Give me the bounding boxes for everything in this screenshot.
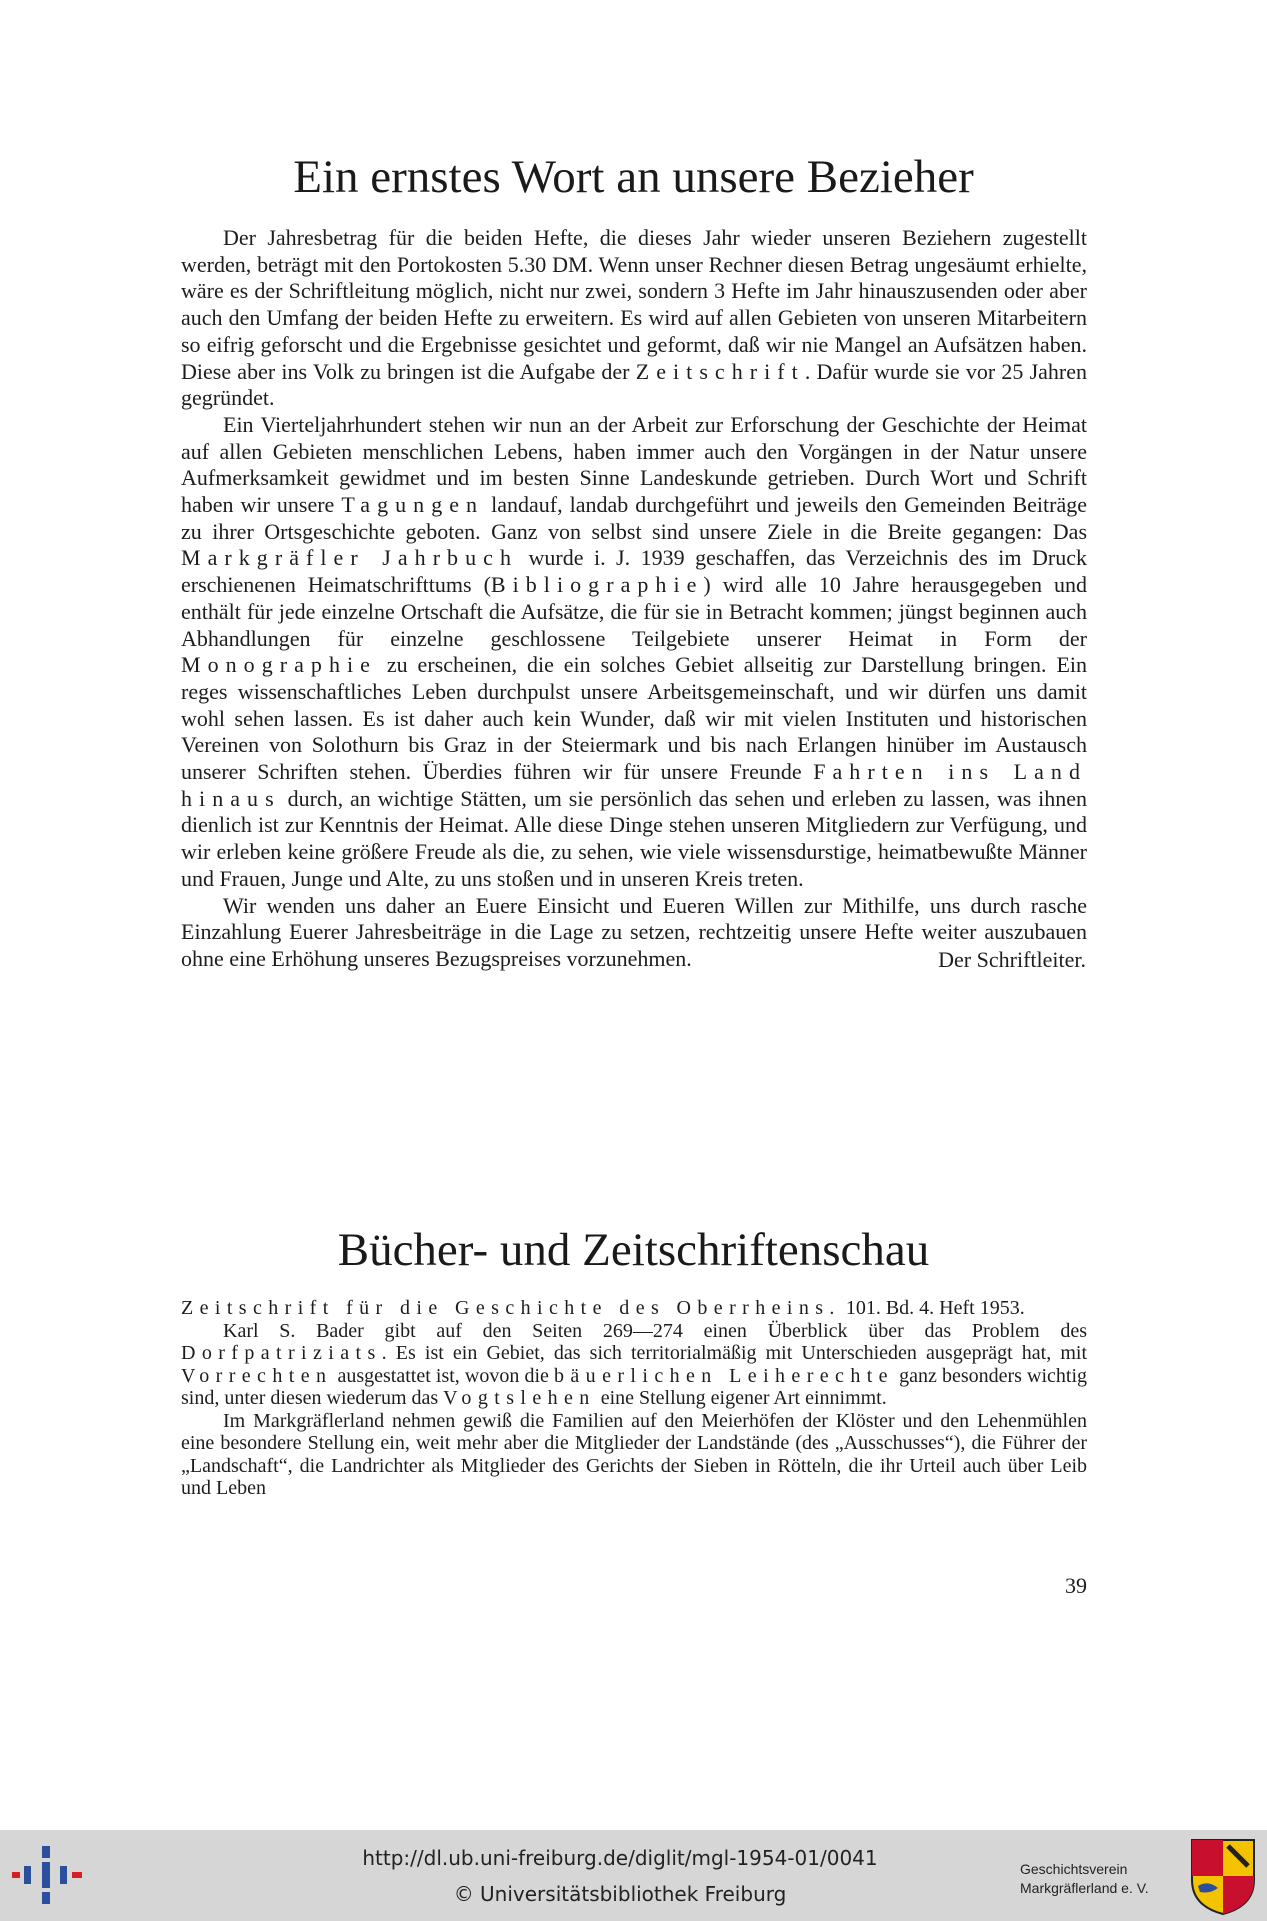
signature: Der Schriftleiter. [938, 946, 1086, 972]
spaced-term: Zeitschrift [635, 358, 805, 384]
org-name [1020, 1860, 1149, 1898]
text-run: . Dafür wurde sie vor 25 Jahren gegründet. [181, 358, 1088, 411]
text-run: ) wird alle 10 Jahre herausgegeben und enthält für jede einzelne Ortschaft die Aufsätze, die für sie in Betracht kommen; jüngst beginnen auch Abhandlungen für einzelne geschlossene Teilgebiete unserer Heimat in Form der [181, 572, 1087, 651]
source-url[interactable]: http://dl.ub.uni-freiburg.de/diglit/mgl-1954-01/0041 [362, 1846, 878, 1870]
copyright: © Universitätsbibliothek Freiburg [453, 1882, 787, 1906]
spaced-term: Markgräfler Jahrbuch [181, 545, 518, 571]
coat-of-arms-icon [1188, 1836, 1258, 1916]
org-line: Geschichtsverein [1020, 1861, 1128, 1877]
issue-info: 101. Bd. 4. Heft 1953. [845, 1297, 1025, 1319]
journal-name: Zeitschrift für die Geschichte des Oberrheins. [181, 1297, 841, 1319]
article-body [181, 225, 1087, 973]
spaced-term: Monographie [181, 652, 377, 678]
text-run: . Es ist ein Gebiet, das sich territorialmäßig mit Unterschieden ausgeprägt hat, mit [381, 1342, 1087, 1364]
text-run: eine Stellung eigener Art einnimmt. [600, 1387, 887, 1409]
text-run: wurde i. J. 1939 geschaffen, das Verzeichnis des im Druck erschienenen Heimatschrifttums ( [181, 545, 1088, 598]
text-run: durch, an wichtige Stätten, um sie persönlich das sehen und erleben zu lassen, was ihnen dienlich ist zur Kenntnis der Heimat. Alle diese Dinge stehen unseren Mitgliedern zur Verfügung, und wir erleben keine größere Freude als die, zu sehen, wie viele wissensdurstige, heimatbewußte Männer und Frauen, Junge und Alte, zu uns stoßen und in unseren Kreis treten. [181, 785, 1087, 891]
spaced-term: Tagungen [341, 492, 485, 518]
spaced-term: Fahrten ins Land hinaus [181, 759, 1087, 811]
text-run: ganz besonders wichtig sind, unter diesen wiederum das [181, 1364, 1088, 1409]
page-number: 39 [1065, 1573, 1087, 1598]
spaced-term: Bibliographie [490, 572, 704, 598]
text-run: landauf, landab durchgeführt und jeweils den Gemeinden Beiträge zu ihrer Ortsgeschichte geboten. Ganz von selbst sind unsere Ziele in die Breite gegangen: Das [181, 492, 1088, 544]
footer-bar [0, 1830, 1267, 1921]
text-run: Karl S. Bader gibt auf den Seiten 269—274 einen Überblick über das Problem des [223, 1319, 1087, 1342]
spaced-term: Vorrechten [181, 1364, 333, 1387]
text-run: ausgestattet ist, wovon die [337, 1364, 549, 1387]
paragraph: Wir wenden uns daher an Euere Einsicht und Eueren Willen zur Mithilfe, uns durch rasche Einzahlung Euerer Jahresbeiträge in die Lage zu setzen, rechtzeitig unsere Hefte weiter auszubauen ohne eine Erhöhung unseres Bezugspreises vorzunehmen. [181, 892, 1087, 971]
spaced-term: Dorfpatriziats [181, 1342, 382, 1364]
paragraph: Im Markgräflerland nehmen gewiß die Familien auf den Meierhöfen der Klöster und den Lehenmühlen eine besondere Stellung ein, weit mehr aber die Mitglieder der Landstände (des „Ausschusses“), die Führer der „Landschaft“, die Landrichter als Mitglieder des Gerichts der Sieben in Rötteln, die ihr Urteil auch über Leib und Leben [181, 1409, 1087, 1499]
spaced-term: bäuerlichen Leiherechte [554, 1364, 894, 1387]
article-title: Ein ernstes Wort an unsere Bezieher [293, 151, 974, 203]
paragraph [181, 225, 1087, 412]
org-line: Markgräflerland e. V. [1020, 1880, 1149, 1896]
review-body [181, 1297, 1087, 1500]
text-run: Ein Vierteljahrhundert stehen wir nun an der Arbeit zur Erforschung der Geschichte der Heimat auf allen Gebieten menschlichen Lebens, haben immer auch den Vorgängen in der Natur unsere Aufmerksamkeit gewidmet und im besten Sinne Landeskunde getrieben. Durch Wort und Schrift haben wir unsere [181, 411, 1087, 518]
text-run: zu erscheinen, die ein solches Gebiet allseitig zur Darstellung bringen. Ein reges wissenschaftliches Leben durchpulst unsere Arbeitsgemeinschaft, und wir dürfen uns damit wohl sehen lassen. Es ist daher auch kein Wunder, daß wir mit vielen Instituten und historischen Vereinen von Solothurn bis Graz in der Steiermark und bis nach Erlangen hinüber im Austausch unserer Schriften stehen. Überdies führen wir für unsere Freunde [181, 652, 1088, 785]
section-title: Bücher- und Zeitschriftenschau [337, 1224, 930, 1276]
ub-logo-icon [12, 1844, 82, 1906]
source-line [181, 1297, 1087, 1320]
paragraph [181, 1320, 1087, 1410]
spaced-term: Vogtslehen [443, 1387, 596, 1409]
paragraph [181, 412, 1087, 893]
text-run: Der Jahresbetrag für die beiden Hefte, die dieses Jahr wieder unseren Beziehern zugestellt werden, beträgt mit den Portokosten 5.30 DM. Wenn unser Rechner diesen Betrag ungesäumt erhielte, wäre es der Schriftleitung möglich, nicht nur zwei, sondern 3 Hefte im Jahr hinauszusenden oder aber auch den Umfang der beiden Hefte zu erweitern. Es wird auf allen Gebieten von unseren Mitarbeitern so eifrig geforscht und die Ergebnisse gesichtet und geformt, daß wir nie Mangel an Aufsätzen haben. Diese aber ins Volk zu bringen ist die Aufgabe der [181, 225, 1087, 384]
